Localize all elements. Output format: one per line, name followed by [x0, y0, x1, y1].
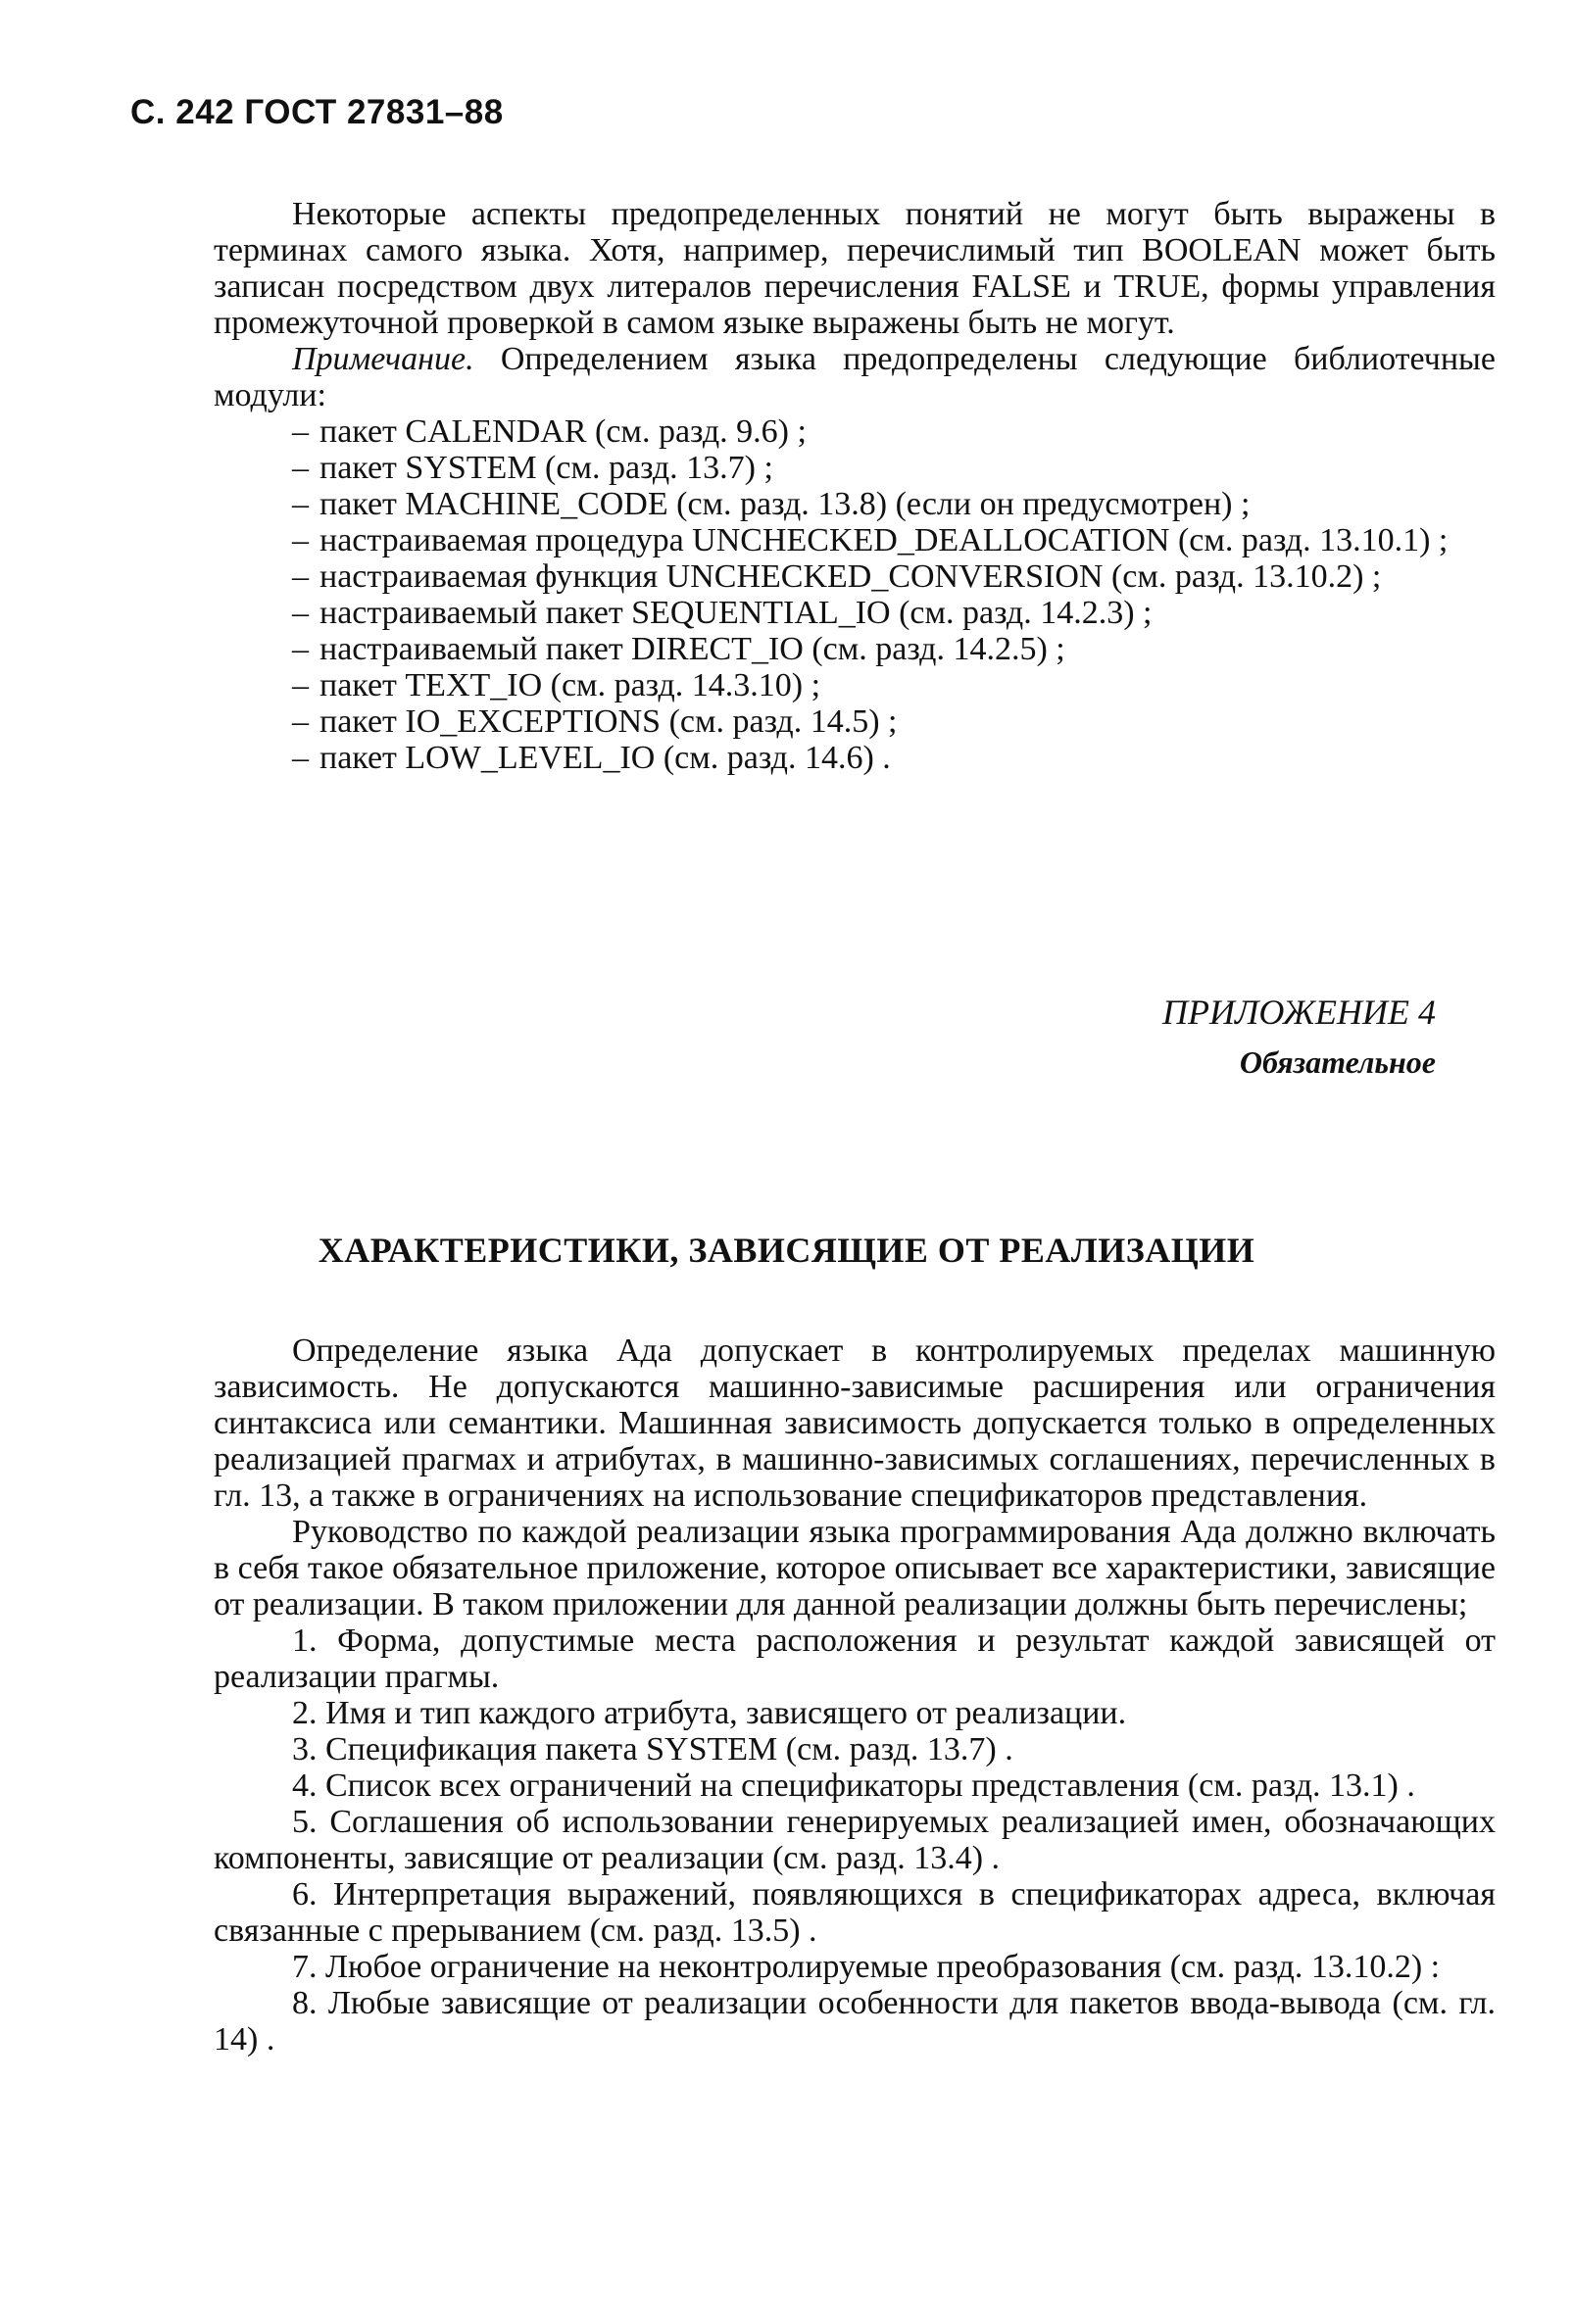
section-paragraph-2: Руководство по каждой реализации языка программирования Ада должно включать в себя такое обязательное приложение, которое описывает все характеристики, зависящие от реализации. В таком приложении для данной реализации должны быть перечислены;	[214, 1514, 1496, 1622]
appendix-status: Обязательное	[1239, 1044, 1436, 1080]
list-item: 8. Любые зависящие от реализации особенности для пакетов ввода-вывода (см. гл. 14) .	[214, 1985, 1496, 2058]
note-label: Примечание.	[292, 341, 474, 377]
list-item: – настраиваемая процедура UNCHECKED_DEALLOCATION (см. разд. 13.10.1) ;	[292, 522, 1449, 558]
note-paragraph	[214, 341, 1496, 413]
list-item: 7. Любое ограничение на неконтролируемые преобразования (см. разд. 13.10.2) :	[292, 1949, 1441, 1985]
intro-block	[214, 196, 1496, 776]
list-item: – пакет TEXT_IO (см. разд. 14.3.10) ;	[292, 667, 821, 703]
appendix-title: ПРИЛОЖЕНИЕ 4	[1162, 993, 1436, 1032]
module-list	[214, 413, 1496, 776]
list-item: – настраиваемая функция UNCHECKED_CONVERSION (см. разд. 13.10.2) ;	[292, 558, 1382, 595]
list-item: 2. Имя и тип каждого атрибута, зависящего от реализации.	[292, 1695, 1127, 1731]
section-body	[214, 1332, 1496, 2058]
list-item: – настраиваемый пакет SEQUENTIAL_IO (см. разд. 14.2.3) ;	[292, 595, 1153, 631]
note-text: Определением языка предопределены следующие библиотечные модули:	[214, 341, 1496, 413]
list-item: 1. Форма, допустимые места расположения и результат каждой зависящей от реализации прагмы.	[214, 1622, 1496, 1695]
list-item: 6. Интерпретация выражений, появляющихся в спецификаторах адреса, включая связанные с прерыванием (см. разд. 13.5) .	[214, 1876, 1496, 1949]
list-item: – пакет MACHINE_CODE (см. разд. 13.8) (если он предусмотрен) ;	[292, 486, 1251, 522]
list-item: 4. Список всех ограничений на спецификаторы представления (см. разд. 13.1) .	[292, 1767, 1415, 1804]
running-head: С. 242 ГОСТ 27831–88	[130, 93, 504, 131]
list-item: – пакет SYSTEM (см. разд. 13.7) ;	[292, 450, 773, 486]
list-item: – пакет CALENDAR (см. разд. 9.6) ;	[292, 413, 807, 450]
list-item: – настраиваемый пакет DIRECT_IO (см. разд. 14.2.5) ;	[292, 631, 1065, 667]
list-item: – пакет LOW_LEVEL_IO (см. разд. 14.6) .	[292, 740, 891, 776]
section-heading: ХАРАКТЕРИСТИКИ, ЗАВИСЯЩИЕ ОТ РЕАЛИЗАЦИИ	[318, 1231, 1255, 1270]
list-item: – пакет IO_EXCEPTIONS (см. разд. 14.5) ;	[292, 703, 898, 740]
list-item: 3. Спецификация пакета SYSTEM (см. разд. 13.7) .	[292, 1731, 1013, 1767]
section-paragraph-1: Определение языка Ада допускает в контролируемых пределах машинную зависимость. Не допускаются машинно-зависимые расширения или ограничения синтаксиса или семантики. Машинная зависимость допускается только в определенных реализацией прагмах и атрибутах, в машинно-зависимых соглашениях, перечисленных в гл. 13, а также в ограничениях на использование спецификаторов представления.	[214, 1332, 1496, 1514]
intro-paragraph: Некоторые аспекты предопределенных понятий не могут быть выражены в терминах самого языка. Хотя, например, перечислимый тип BOOLEAN может быть записан посредством двух литералов перечисления FALSE и TRUE, формы управления промежуточной проверкой в самом языке выражены быть не могут.	[214, 196, 1496, 341]
list-item: 5. Соглашения об использовании генерируемых реализацией имен, обозначающих компоненты, зависящие от реализации (см. разд. 13.4) .	[214, 1804, 1496, 1876]
